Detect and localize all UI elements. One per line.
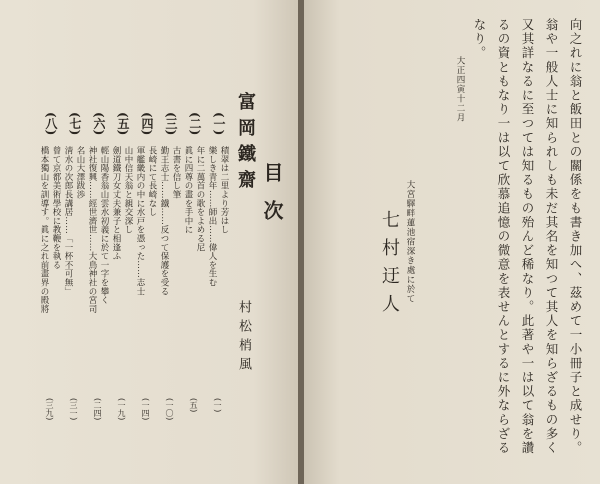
toc-entry-line: 軍艦畿内の中に水戸を憑った……志士 [135, 146, 145, 296]
toc-entry-number: (二) [188, 112, 202, 136]
body-text-line: なり。 [472, 18, 487, 61]
toc-entry-page: (三九) [45, 398, 54, 421]
toc-entry-line: 山中信天翁と親交深し [123, 146, 133, 234]
book-title: 富岡鐵齋 [235, 92, 256, 196]
toc-entry-page: (一四) [141, 398, 150, 421]
epilogue-author: 七村迂人 [379, 210, 400, 322]
toc-entry-number: (七) [68, 112, 82, 136]
date-line: 大正四寅十二月 [455, 56, 465, 123]
toc-entry-line: 劍道鐵刀女丈夫兼子と相逢ふ [111, 146, 121, 261]
toc-entry-line: 年に二萬首の歌をよめる尼 [195, 146, 205, 252]
toc-entry-number: (三) [164, 112, 178, 136]
toc-entry-line: 名山大澤跋渉 [75, 146, 85, 199]
toc-entry-page: (一九) [117, 398, 126, 421]
place-line: 大宮驛畔蓮池宿深き處に於て [405, 180, 415, 304]
toc-entry-number: (五) [116, 112, 130, 136]
toc-entry-line: 勤王志士……鐵……反つて保護を受る [159, 146, 169, 296]
right-page-epilogue [304, 0, 600, 484]
toc-entry-number: (四) [140, 112, 154, 136]
toc-entry-page: (五) [189, 398, 198, 413]
toc-entry-line: 古書を信し筆 [171, 146, 181, 199]
toc-entry-line: 橋本獨山を訓導す。眞に之れ前畫界の殿將 [39, 146, 49, 314]
book-author: 村松梢風 [236, 300, 251, 376]
toc-entry-number: (一) [212, 112, 226, 136]
toc-entry-number: (六) [92, 112, 106, 136]
toc-entry-line: 長崎にて長崎なし [147, 146, 157, 217]
left-page-table-of-contents [0, 0, 298, 484]
toc-entry-line: 輕山陽香翁山雲水初義に於て一字を攀く [99, 146, 109, 305]
toc-entry-line: 曾て京都美術學校に教鞭を執る [51, 146, 61, 270]
toc-entry-page: (二四) [93, 398, 102, 421]
toc-entry-page: (一) [213, 398, 222, 413]
toc-entry-line: 神社復興……經世濟世……大鳥神社の宮司 [87, 146, 97, 314]
toc-entry-line: 積翠は二里より芳はし [219, 146, 229, 234]
toc-entry-line: 眞に四尊の畫を手中に [183, 146, 193, 234]
body-text-line: 翁や一般人士に知られしも未だ其名を知つて其人を知らざるもの多く [544, 18, 559, 456]
toc-entry-page: (一〇) [165, 398, 174, 421]
toc-heading: 目次 [260, 162, 284, 238]
toc-entry-line: 淸水の次郎長講居……「一杯不可無」 [63, 146, 73, 296]
body-text-line: 又其詳なるに至つては知るもの殆んど稀なり。此著や一は以て翁を讚 [520, 18, 535, 456]
toc-entry-number: (八) [44, 112, 58, 136]
toc-entry-line: 樂しき青年……師出……偉人を生む [207, 146, 217, 287]
body-text-line: 向之れに翁と飯田との關係をも書き加へ、茲めて一小冊子と成せり。 [568, 18, 583, 456]
body-text-line: るの資ともなり一は以て欣慕追憶の微意を表せんとするに外ならざる [496, 18, 511, 456]
toc-entry-page: (三一) [69, 398, 78, 421]
